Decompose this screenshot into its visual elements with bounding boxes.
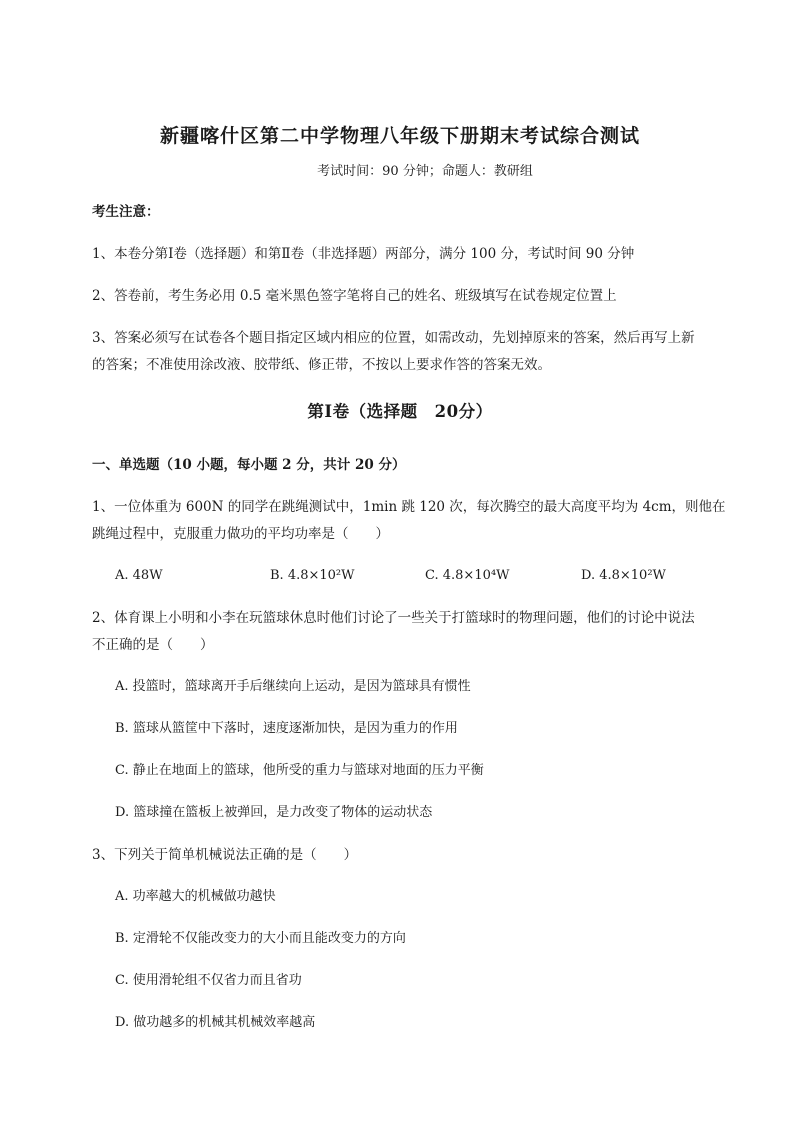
exam-title: 新疆喀什区第二中学物理八年级下册期末考试综合测试 <box>159 125 640 147</box>
question-2-stem-continued: 不正确的是（ ） <box>92 637 214 653</box>
question-1-stem: 1、一位体重为 600N 的同学在跳绳测试中，1min 跳 120 次，每次腾空的最大高度平均为 4cm，则他在 <box>92 499 726 515</box>
question-3-stem: 3、下列关于简单机械说法正确的是（ ） <box>92 847 358 863</box>
notice-item: 2、答卷前，考生务必用 0.5 毫米黑色签字笔将自己的姓名、班级填写在试卷规定位置上 <box>92 288 617 304</box>
question-1-option-b: B. 4.8×10²W <box>270 568 355 583</box>
question-3-option-d: D. 做功越多的机械其机械效率越高 <box>115 1015 316 1030</box>
question-2-option-c: C. 静止在地面上的篮球，他所受的重力与篮球对地面的压力平衡 <box>115 763 484 778</box>
notice-item: 3、答案必须写在试卷各个题目指定区域内相应的位置，如需改动，先划掉原来的答案，然后再写上新 <box>92 330 695 346</box>
question-2-option-d: D. 篮球撞在篮板上被弹回，是力改变了物体的运动状态 <box>115 805 433 820</box>
notice-item: 1、本卷分第Ⅰ卷（选择题）和第Ⅱ卷（非选择题）两部分，满分 100 分，考试时间 90 分钟 <box>92 246 635 262</box>
notice-item-continued: 的答案；不准使用涂改液、胶带纸、修正带，不按以上要求作答的答案无效。 <box>92 357 551 373</box>
question-2-stem: 2、体育课上小明和小李在玩篮球休息时他们讨论了一些关于打篮球时的物理问题，他们的讨论中说法 <box>92 610 695 626</box>
notice-heading: 考生注意： <box>92 204 160 220</box>
question-3-option-a: A. 功率越大的机械做功越快 <box>115 889 276 904</box>
section-title: 第Ⅰ卷（选择题 20分） <box>307 402 493 421</box>
question-1-option-c: C. 4.8×10⁴W <box>425 568 510 583</box>
part-heading: 一、单选题（10 小题，每小题 2 分，共计 20 分） <box>92 457 406 473</box>
question-2-option-b: B. 篮球从篮筐中下落时，速度逐渐加快，是因为重力的作用 <box>115 721 458 736</box>
question-1-option-a: A. 48W <box>115 568 163 583</box>
question-3-option-b: B. 定滑轮不仅能改变力的大小而且能改变力的方向 <box>115 931 406 946</box>
question-2-option-a: A. 投篮时，篮球离开手后继续向上运动，是因为篮球具有惯性 <box>115 679 471 694</box>
question-3-option-c: C. 使用滑轮组不仅省力而且省功 <box>115 973 302 988</box>
question-1-stem-continued: 跳绳过程中，克服重力做功的平均功率是（ ） <box>92 526 389 542</box>
question-1-option-d: D. 4.8×10²W <box>581 568 666 583</box>
exam-subtitle: 考试时间：90 分钟；命题人：教研组 <box>317 164 533 179</box>
